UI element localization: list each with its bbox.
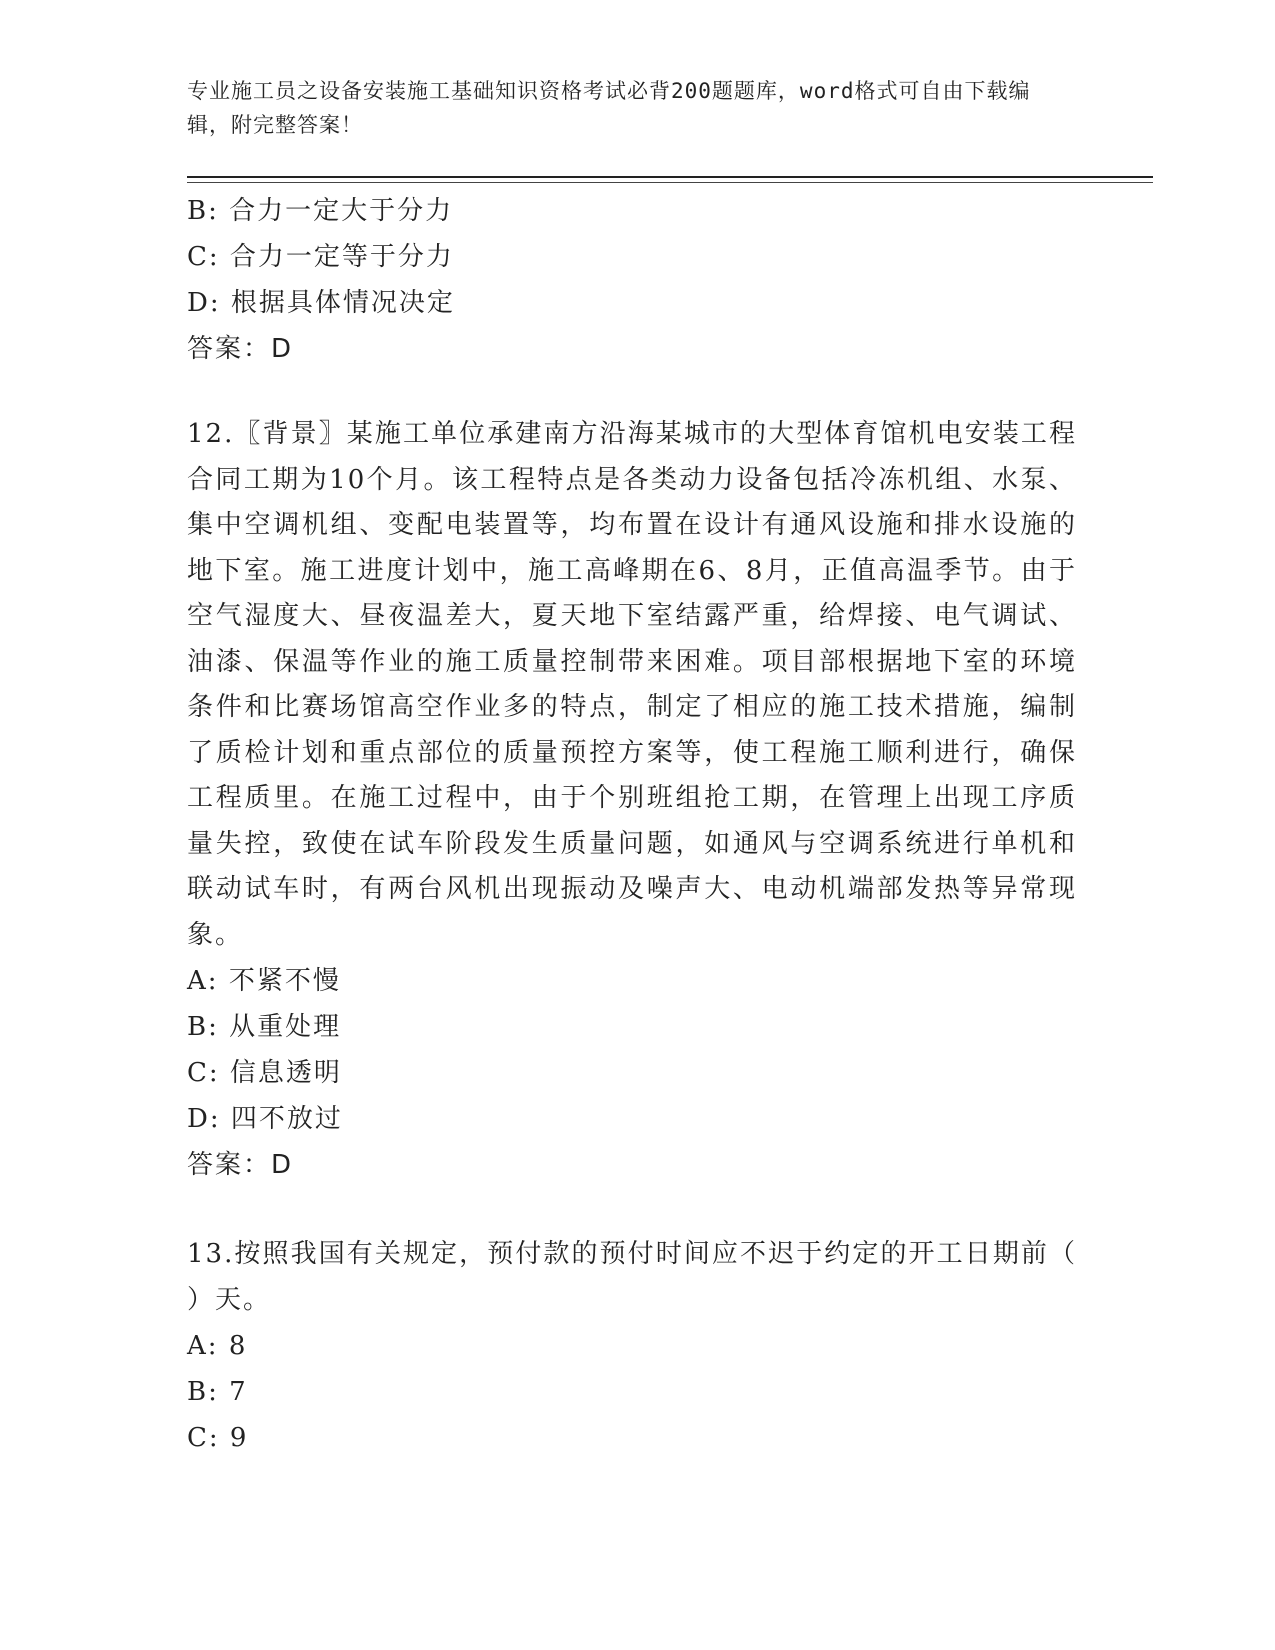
option-label: A: [187, 966, 219, 996]
option-a [187, 958, 1077, 1004]
option-label: B: [187, 1012, 219, 1042]
answer-line: 答案：D [187, 1150, 294, 1180]
option-text: 8 [228, 1331, 248, 1361]
option-d [187, 1096, 1077, 1142]
option-b [187, 188, 1077, 234]
question-12-stem: 12.〖背景〗某施工单位承建南方沿海某城市的大型体育馆机电安装工程合同工期为10个月。该工程特点是各类动力设备包括冷冻机组、水泵、集中空调机组、变配电装置等，均布置在设计有通风设施和排水设施的地下室。施工进度计划中，施工高峰期在6、8月，正值高温季节。由于空气湿度大、昼夜温差大，夏天地下室结露严重，给焊接、电气调试、油漆、保温等作业的施工质量控制带来困难。项目部根据地下室的环境条件和比赛场馆高空作业多的特点，制定了相应的施工技术措施，编制了质检计划和重点部位的质量预控方案等，使工程施工顺利进行，确保工程质里。在施工过程中，由于个别班组抢工期，在管理上出现工序质量失控，致使在试车阶段发生质量问题，如通风与空调系统进行单机和联动试车时，有两台风机出现振动及噪声大、电动机端部发热等异常现象。 [187, 419, 1077, 950]
option-text: 7 [229, 1377, 248, 1407]
header-rule-thick [187, 176, 1153, 178]
option-c [187, 234, 1077, 280]
answer-line: 答案：D [187, 334, 294, 364]
option-a [187, 1323, 1077, 1369]
option-text: 合力一定等于分力 [229, 242, 454, 272]
document-header: 专业施工员之设备安装施工基础知识资格考试必背200题题库，word格式可自由下载编辑，附完整答案！ [187, 79, 1031, 137]
header-rule-thin [187, 182, 1153, 183]
question-13-stem: 13.按照我国有关规定，预付款的预付时间应不迟于约定的开工日期前（ ）天。 [187, 1239, 1077, 1315]
option-label: B: [187, 1377, 219, 1407]
document-content [187, 188, 1077, 1461]
option-label: D: [187, 1104, 221, 1134]
option-label: D: [187, 288, 221, 318]
option-label: B: [187, 196, 219, 226]
option-b [187, 1004, 1077, 1050]
option-text: 四不放过 [230, 1104, 343, 1134]
option-c [187, 1415, 1077, 1461]
option-c [187, 1050, 1077, 1096]
spacer [187, 372, 1077, 412]
option-text: 不紧不慢 [228, 966, 341, 996]
option-text: 信息透明 [229, 1058, 342, 1088]
option-text: 合力一定大于分力 [229, 196, 454, 226]
option-text: 9 [229, 1423, 249, 1453]
option-label: C: [187, 242, 220, 272]
option-b [187, 1369, 1077, 1415]
spacer [187, 1188, 1077, 1232]
option-text: 根据具体情况决定 [230, 288, 455, 318]
option-text: 从重处理 [229, 1012, 342, 1042]
option-label: A: [187, 1331, 219, 1361]
option-label: C: [187, 1423, 220, 1453]
option-label: C: [187, 1058, 220, 1088]
option-d [187, 280, 1077, 326]
